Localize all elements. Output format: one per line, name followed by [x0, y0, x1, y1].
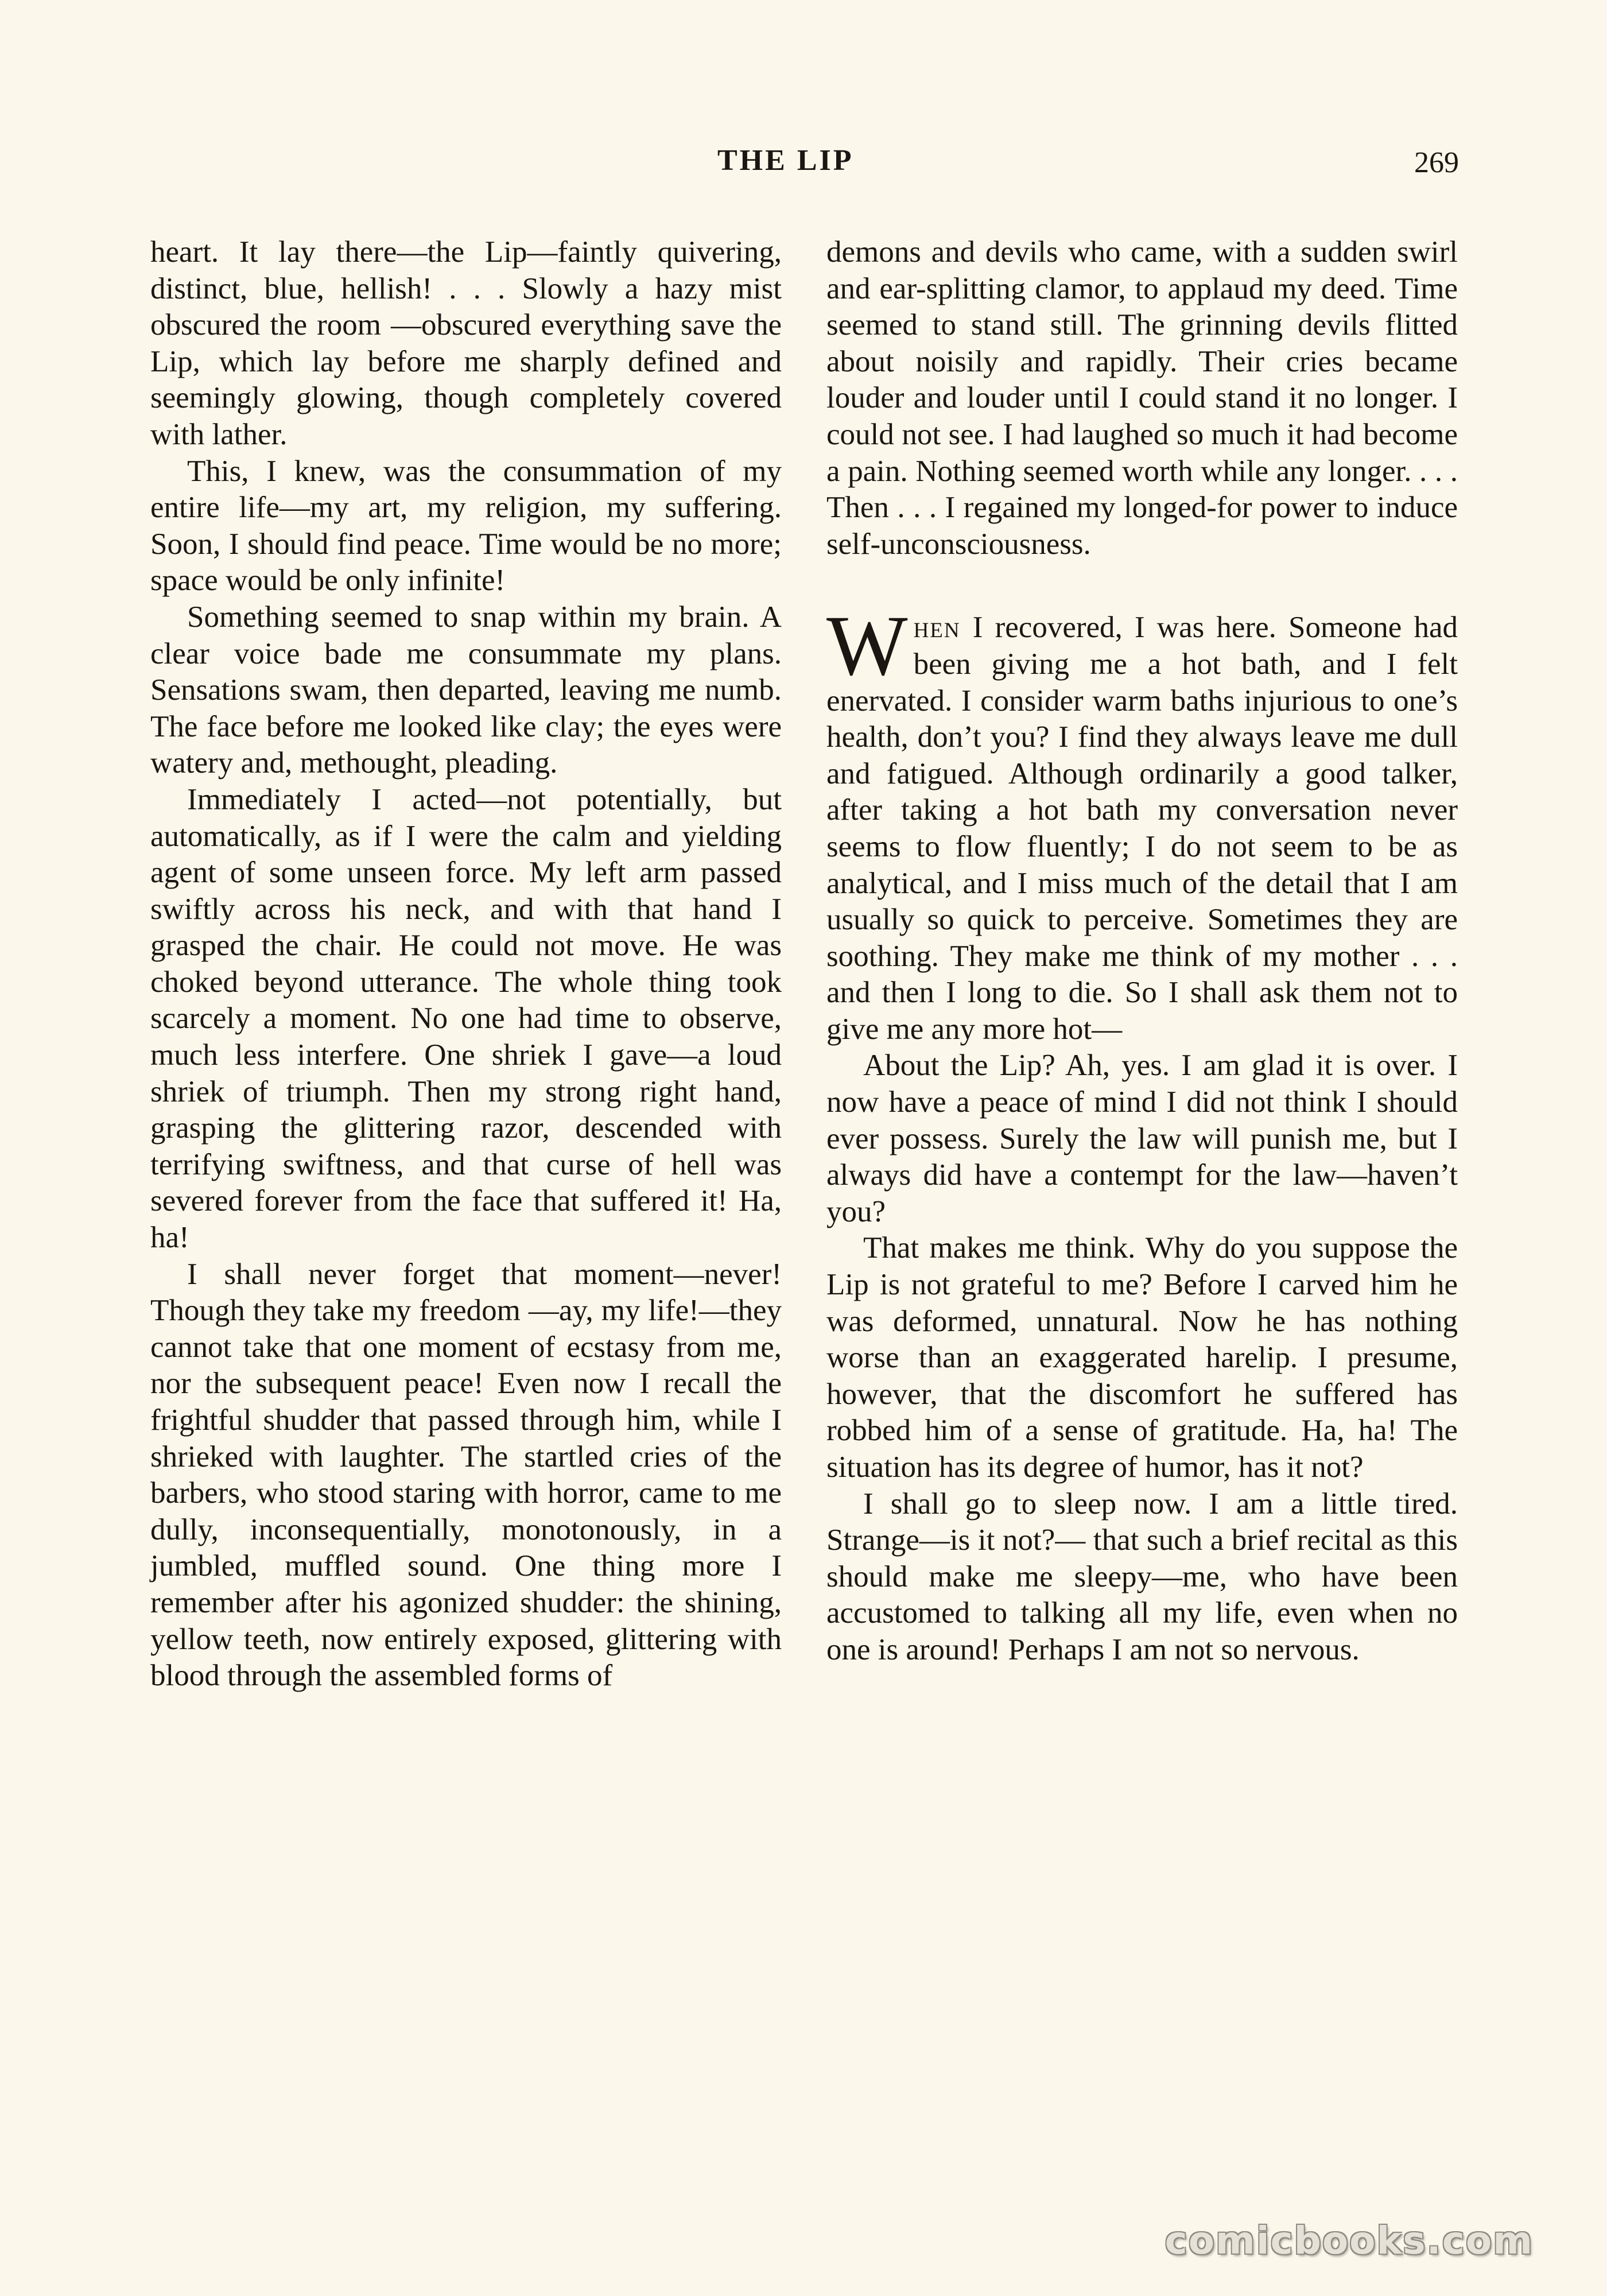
paragraph: Immediately I acted—not potentially, but automatically, as if I were the calm and yielding agent of some unseen force. My left arm passed swiftly across his neck, and with that hand I grasped the chair. He could not move. He was choked beyond utterance. The whole thing took scarcely a moment. No one had time to observe, much less interfere. One shriek I gave—a loud shriek of triumph. Then my strong right hand, grasping the glittering razor, descended with terrifying swiftness, and that curse of hell was severed forever from the face that suffered it! Ha, ha! — [150, 782, 782, 1255]
section-opening-text: I recovered, I was here. Someone had been giving me a hot bath, and I felt enervated. I consider warm baths injurious to one’s health, don’t you? I find they always leave me dull and fatigued. Although ordinarily a good talker, after taking a hot bath my conversation never seems to flow fluently; I do not seem to be as analytical, and I miss much of the detail that I am usually so quick to perceive. Sometimes they are soothing. They make me think of my mother . . . and then I long to die. So I shall ask them not to give me any more hot— — [826, 611, 1458, 1046]
left-column — [150, 234, 782, 1694]
running-head-title: THE LIP — [717, 144, 854, 177]
paragraph: I shall never forget that moment—never! Though they take my freedom —ay, my life!—they cannot take that one moment of ecstasy from me, nor the subsequent peace! Even now I recall the frightful shudder that passed through him, while I shrieked with laughter. The startled cries of the barbers, who stood staring with horror, came to me dully, inconsequentially, monotonously, in a jumbled, muffled sound. One thing more I remember after his agonized shudder: the shining, yellow teeth, now entirely exposed, glittering with blood through the assembled forms of — [150, 1257, 782, 1693]
paragraph: I shall go to sleep now. I am a little tired. Strange—is it not?— that such a brief recital as this should make me sleepy—me, who have been accustomed to talking all my life, even when no one is around! Perhaps I am not so nervous. — [826, 1487, 1458, 1666]
drop-cap: W — [826, 598, 908, 694]
site-watermark: comicbooks.com — [1165, 2219, 1534, 2263]
paragraph: Something seemed to snap within my brain. A clear voice bade me consummate my plans. Sensations swam, then departed, leaving me numb. The face before me looked like clay; the eyes were watery and, methought, pleading. — [150, 600, 782, 780]
paragraph: About the Lip? Ah, yes. I am glad it is over. I now have a peace of mind I did not think I should ever possess. Surely the law will punish me, but I always did have a contempt for the law—haven’t you? — [826, 1049, 1458, 1228]
page-number: 269 — [1414, 146, 1459, 179]
right-column — [826, 234, 1458, 1669]
paragraph: This, I knew, was the consummation of my entire life—my art, my religion, my suffering. Soon, I should find peace. Time would be no more; space would be only infinite! — [150, 454, 782, 598]
paragraph: demons and devils who came, with a sudden swirl and ear-splitting clamor, to applaud my deed. Time seemed to stand still. The grinning devils flitted about noisily and rapidly. Their cries became louder and louder until I could stand it no longer. I could not see. I had laughed so much it had become a pain. Nothing seemed worth while any longer. . . . Then . . . I regained my longed-for power to induce self-unconsciousness. — [826, 235, 1458, 561]
paragraph: heart. It lay there—the Lip—faintly quivering, distinct, blue, hellish! . . . Slowly a hazy mist obscured the room —obscured everything save the Lip, which lay before me sharply defined and seemingly glowing, though completely covered with lather. — [150, 235, 782, 451]
section-opening-paragraph — [826, 598, 1458, 1048]
paragraph: That makes me think. Why do you suppose the Lip is not grateful to me? Before I carved him he was deformed, unnatural. Now he has nothing worse than an exaggerated harelip. I presume, however, that the discomfort he suffered has robbed him of a sense of gratitude. Ha, ha! The situation has its degree of humor, has it not? — [826, 1231, 1458, 1484]
lead-in-small-caps: hen — [913, 611, 961, 645]
